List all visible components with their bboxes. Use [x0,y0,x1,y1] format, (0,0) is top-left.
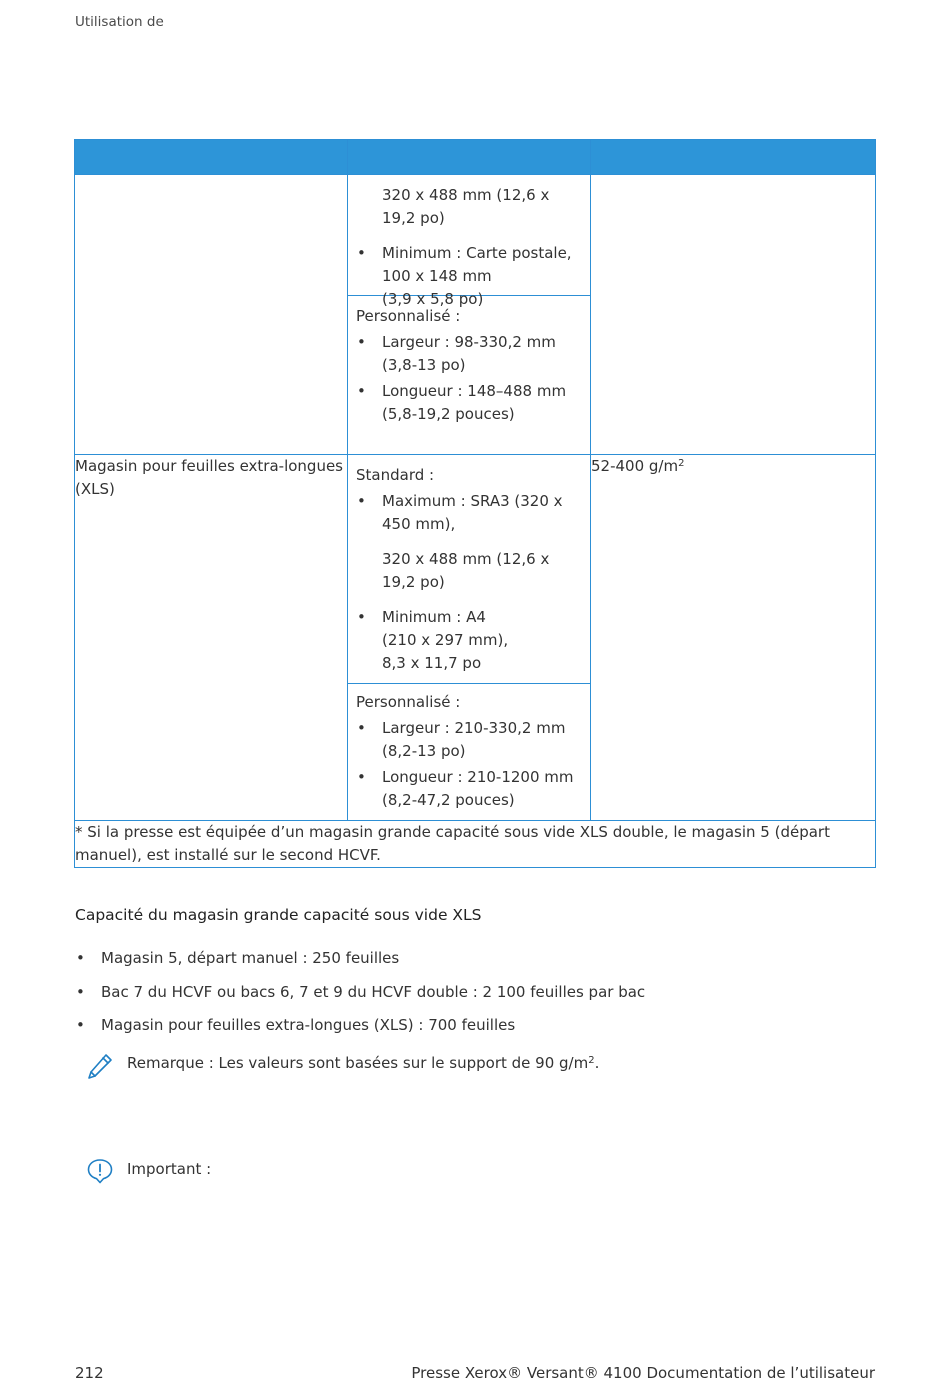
list-item: • Longueur : 210-1200 mm (8,2-47,2 pouces) [357,768,574,809]
table-header-row [75,140,876,175]
list-item: • Maximum : SRA3 (320 x 450 mm), [357,492,563,533]
list-item: • Bac 7 du HCVF ou bacs 6, 7 et 9 du HCVF double : 2 100 feuilles par bac [76,982,646,1001]
list-item: • Longueur : 148–488 mm (5,8-19,2 pouces) [357,382,567,423]
weight-cell [591,175,876,455]
table-header-cell [348,140,591,175]
paper-size-cell [348,175,591,455]
list-item: • Magasin 5, départ manuel : 250 feuilles [76,949,400,967]
table-row [75,455,876,821]
standard-label: Standard : [356,466,435,484]
table-header-cell [591,140,876,175]
list-item: • Minimum : A4 (210 x 297 mm), 8,3 x 11,7 po [357,608,509,672]
pencil-icon [86,1052,114,1082]
footer-title: Presse Xerox® Versant® 4100 Documentation de l’utilisateur [411,1364,875,1382]
tray-spec-table [74,139,876,868]
section-title: Capacité du magasin grande capacité sous vide XLS [75,906,482,924]
list-item: • Largeur : 210-330,2 mm (8,2-13 po) [357,719,566,760]
table-row [75,175,876,455]
list-item: • Largeur : 98-330,2 mm (3,8-13 po) [357,333,556,374]
page-number: 212 [75,1364,104,1382]
table-header-cell [75,140,348,175]
size-continuation: 320 x 488 mm (12,6 x 19,2 po) [382,186,550,227]
tray-name-cell: Magasin pour feuilles extra-longues (XLS) [75,455,348,821]
paper-size-cell [348,455,591,821]
note-text: Remarque : Les valeurs sont basées sur le support de 90 $g/m^2$. [127,1054,600,1072]
weight-cell: 52-400 $g/m^2$ [591,455,876,821]
capacity-list [75,948,645,1049]
important-text: Important : [127,1160,212,1178]
table-footnote: * Si la presse est équipée d’un magasin grande capacité sous vide XLS double, le magasin 5 (départ manuel), est installé sur le second HCVF. [75,821,876,868]
custom-label: Personnalisé : [356,693,461,711]
table-footnote-row [75,821,876,868]
size-continuation: 320 x 488 mm (12,6 x 19,2 po) [382,550,550,591]
tray-name-cell [75,175,348,455]
list-item: • Minimum : Carte postale, 100 x 148 mm (3,9 x 5,8 po) [357,244,572,308]
list-item: • Magasin pour feuilles extra-longues (XLS) : 700 feuilles [76,1016,516,1034]
running-header: Utilisation de [75,14,164,30]
custom-label: Personnalisé : [356,307,461,325]
important-icon [86,1157,114,1185]
